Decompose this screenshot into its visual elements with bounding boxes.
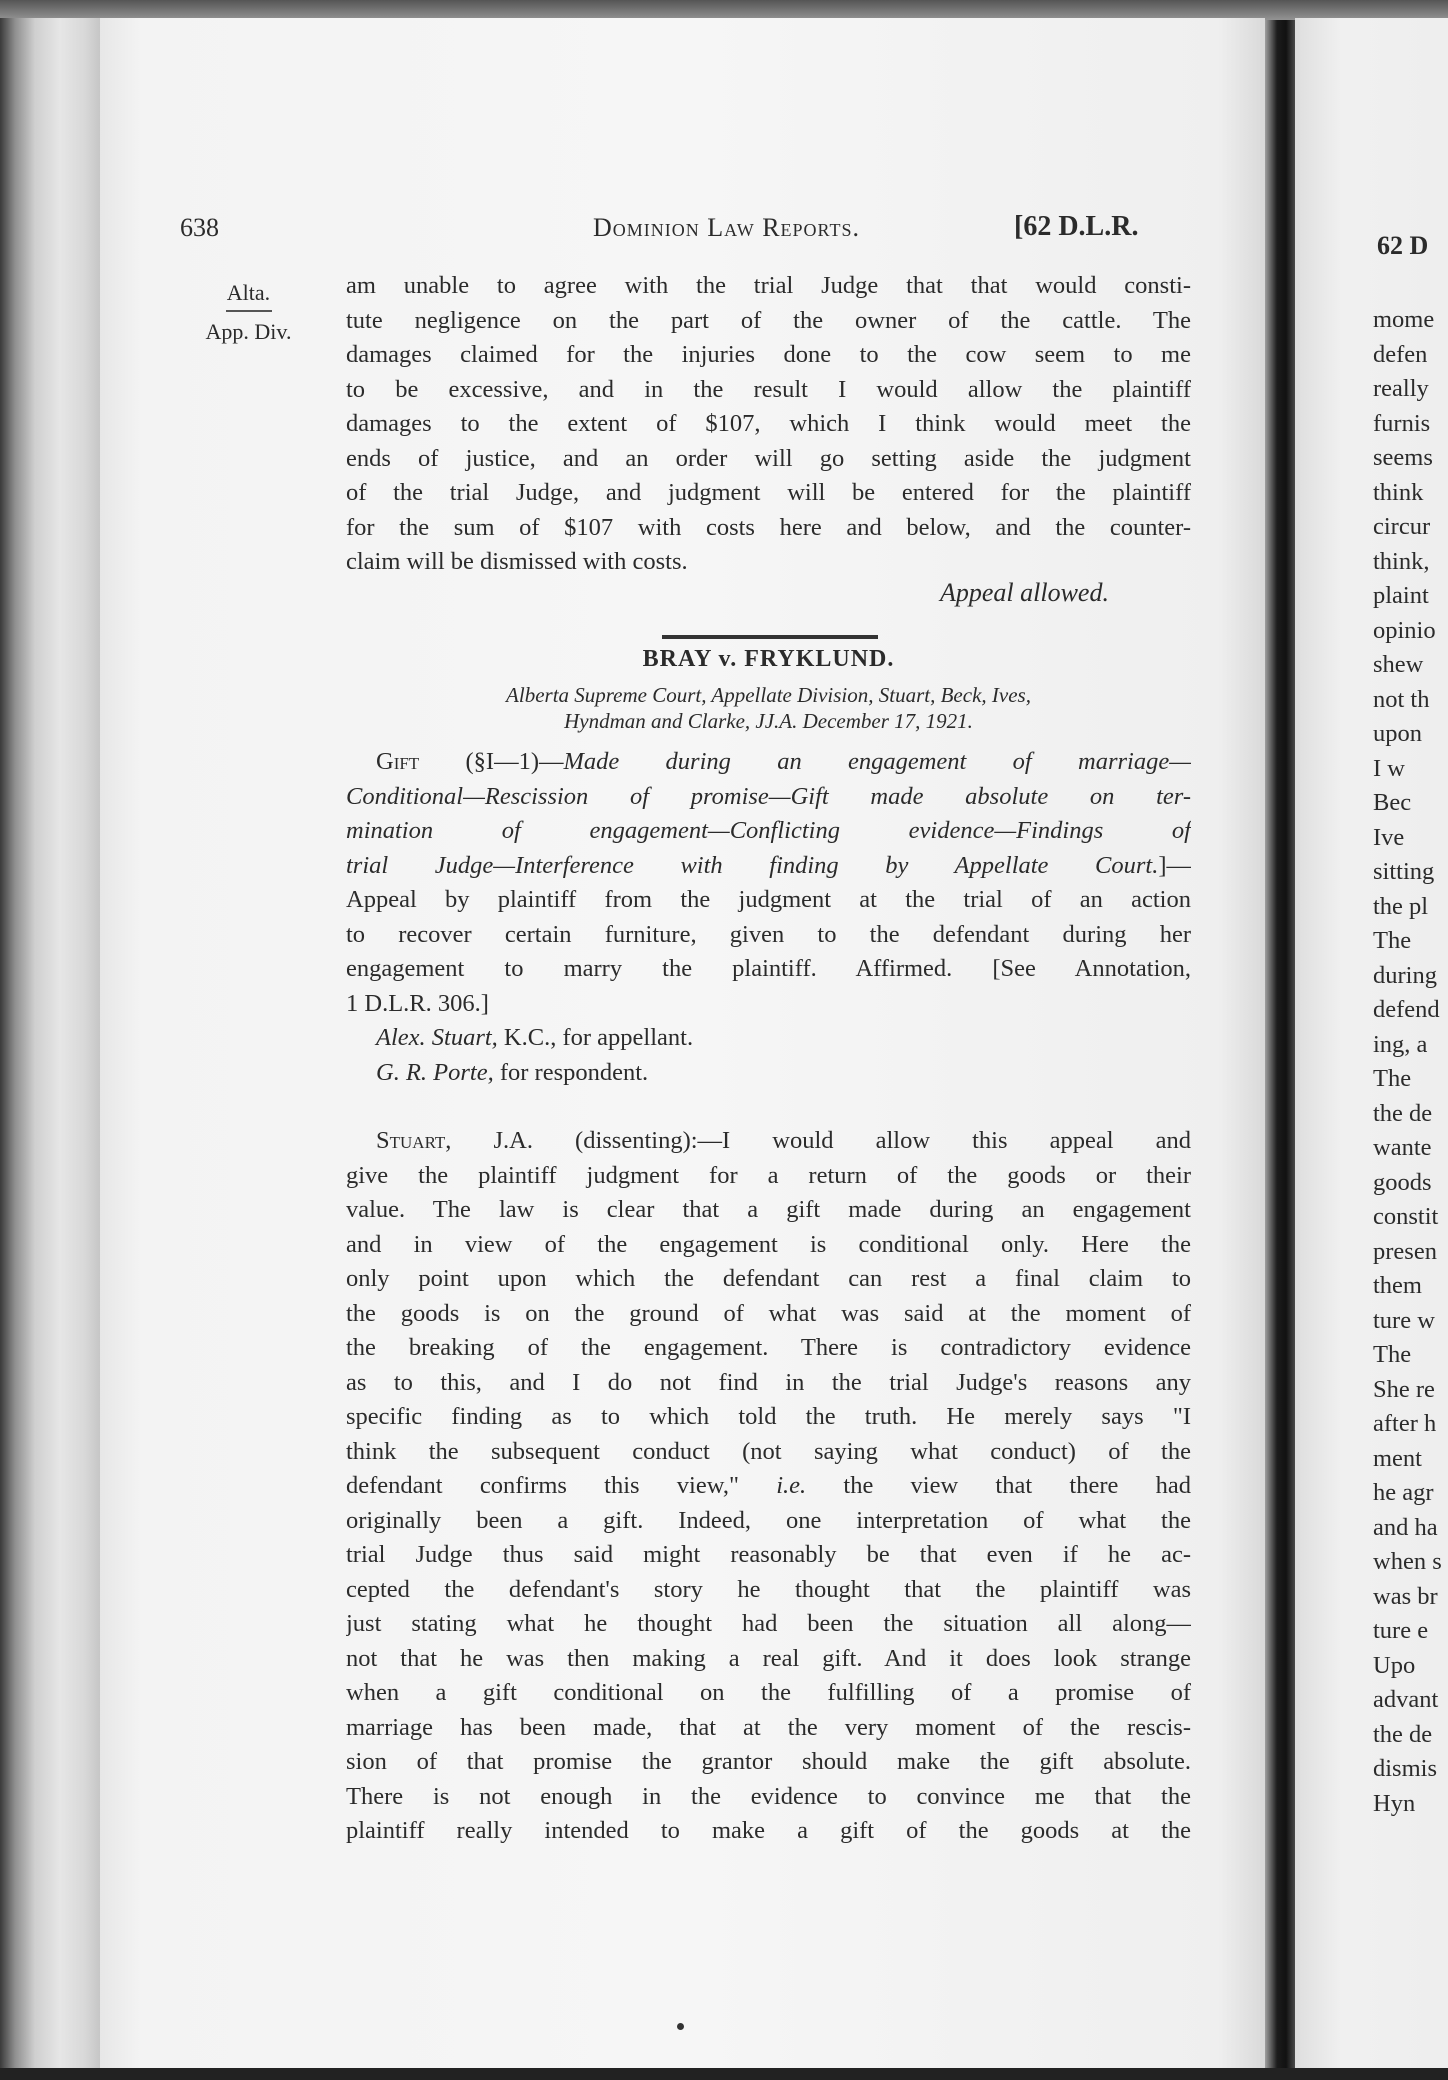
text-line: of the trial Judge, and judgment will be entered for the plaintiff [346, 479, 1191, 506]
facing-page-line: dismis [1373, 1755, 1437, 1782]
ie-abbreviation: i.e. [776, 1472, 807, 1499]
facing-page-line: shew [1373, 651, 1424, 678]
text-line: mination of engagement—Conflicting evidence—Findings of [346, 817, 1191, 844]
counsel-role: K.C., for appellant. [497, 1024, 694, 1051]
facing-page-line: upon [1373, 720, 1422, 747]
facing-page-line: furnis [1373, 409, 1431, 437]
text-line: plaintiff really intended to make a gift of the goods at the [346, 1817, 1191, 1844]
facing-page-line: I w [1373, 754, 1405, 782]
text-span: the view that there had [806, 1472, 1191, 1499]
text-line: just stating what he thought had been the situation all along— [346, 1610, 1191, 1637]
text-line: and in view of the engagement is conditional only. Here the [346, 1230, 1191, 1258]
headnote-bracket: ]— [1158, 851, 1191, 879]
headnote [346, 745, 1191, 1090]
text-line: not that he was then making a real gift. And it does look strange [346, 1644, 1191, 1672]
text-line: originally been a gift. Indeed, one interpretation of what the [346, 1506, 1191, 1534]
facing-page-line: Bec [1373, 789, 1412, 816]
judgment-text [346, 1124, 1191, 1849]
text-line: marriage has been made, that at the very moment of the rescis- [346, 1713, 1191, 1741]
text-line: the breaking of the engagement. There is contradictory evidence [346, 1334, 1191, 1361]
text-line: am unable to agree with the trial Judge that that would consti- [346, 272, 1191, 299]
counsel-name: G. R. Porte, [376, 1058, 494, 1086]
facing-page-line: The [1373, 1065, 1412, 1092]
headnote-italic: Made during an engagement of marriage— [563, 748, 1191, 775]
text-line: to recover certain furniture, given to the defendant during her [346, 920, 1191, 948]
facing-page-line: Upo [1373, 1651, 1416, 1679]
book-binding-edge [0, 18, 100, 2080]
text-line: ends of justice, and an order will go setting aside the judgment [346, 444, 1191, 472]
facing-page-line: She re [1373, 1375, 1435, 1403]
running-title: Dominion Law Reports. [593, 213, 860, 242]
margin-rule [226, 310, 272, 312]
headnote-section: (§I—1)— [419, 748, 564, 775]
facing-page-line: after h [1373, 1410, 1437, 1437]
facing-page-line: not th [1373, 685, 1430, 713]
facing-page-line: ment [1373, 1444, 1422, 1472]
text-line: for the sum of $107 with costs here and below, and the counter- [346, 513, 1191, 541]
text-line: specific finding as to which told the truth. He merely says "I [346, 1403, 1191, 1430]
facing-page-line: plaint [1373, 582, 1429, 609]
facing-page-line: mome [1373, 306, 1435, 333]
text-line: 1 D.L.R. 306.] [346, 989, 489, 1017]
facing-page-line: advant [1373, 1686, 1439, 1713]
text-line: tute negligence on the part of the owner of the cattle. The [346, 306, 1191, 334]
judge-name: Stuart, [376, 1127, 452, 1154]
volume-reference: [62 D.L.R. [1014, 211, 1139, 242]
counsel-name: Alex. Stuart, [376, 1024, 498, 1051]
facing-page-line: the pl [1373, 892, 1429, 920]
page-number: 638 [180, 213, 219, 242]
facing-page-line: them [1373, 1272, 1422, 1299]
previous-case-text [346, 269, 1191, 580]
facing-page-line: he agr [1373, 1479, 1434, 1506]
facing-page-line: The [1373, 1341, 1412, 1368]
court-and-date [346, 682, 1191, 734]
facing-page-line: the de [1373, 1099, 1433, 1127]
facing-page-line: presen [1373, 1237, 1437, 1265]
facing-page-line: when s [1373, 1548, 1442, 1575]
facing-page-line: goods [1373, 1168, 1432, 1196]
text-line [346, 745, 1191, 780]
case-title: BRAY v. FRYKLUND. [642, 646, 895, 672]
text-line: value. The law is clear that a gift made during an engagement [346, 1196, 1191, 1223]
facing-page-line: constit [1373, 1203, 1439, 1230]
facing-page-line: defend [1373, 996, 1440, 1023]
counsel-role: for respondent. [493, 1058, 649, 1086]
text-line [346, 849, 1191, 884]
facing-page-line: wante [1373, 1134, 1432, 1161]
appeal-result: Appeal allowed. [940, 578, 1109, 607]
text-line [346, 1124, 1191, 1159]
text-line: claim will be dismissed with costs. [346, 548, 688, 575]
margin-note [186, 275, 311, 349]
facing-page-line: ture w [1373, 1306, 1435, 1334]
text-line: only point upon which the defendant can rest a final claim to [346, 1265, 1191, 1292]
court-line: Hyndman and Clarke, JJ.A. December 17, 1921. [564, 709, 973, 733]
scan-speck [677, 2023, 684, 2030]
facing-page-line: and ha [1373, 1513, 1438, 1541]
text-line: trial Judge thus said might reasonably be that even if he ac- [346, 1541, 1191, 1568]
court-line: Alberta Supreme Court, Appellate Division, Stuart, Beck, Ives, [506, 683, 1031, 707]
text-line: when a gift conditional on the fulfilling of a promise of [346, 1679, 1191, 1706]
text-span: defendant confirms this view," [346, 1472, 777, 1499]
text-line: cepted the defendant's story he thought that the plaintiff was [346, 1575, 1191, 1603]
scan-bottom-edge [0, 2068, 1448, 2080]
facing-page-line: The [1373, 927, 1412, 954]
counsel-line [346, 1021, 1191, 1056]
facing-page-line: circur [1373, 513, 1431, 540]
headnote-topic: Gift [376, 748, 420, 775]
text-line: engagement to marry the plaintiff. Affirmed. [See Annotation, [346, 955, 1191, 982]
text-line: as to this, and I do not find in the trial Judge's reasons any [346, 1368, 1191, 1396]
headnote-italic: trial Judge—Interference with finding by Appellate Court. [346, 851, 1159, 879]
text-line: to be excessive, and in the result I would allow the plaintiff [346, 375, 1191, 403]
facing-page-line: Ive [1373, 823, 1405, 851]
facing-page-line: ing, a [1373, 1030, 1428, 1058]
text-line: damages claimed for the injuries done to the cow seem to me [346, 341, 1191, 368]
facing-page-line: think, [1373, 547, 1430, 575]
facing-page-line: really [1373, 375, 1429, 402]
facing-page-line: think [1373, 478, 1424, 506]
facing-page-line: was br [1373, 1582, 1438, 1610]
facing-page-line: the de [1373, 1720, 1433, 1748]
text-line: think the subsequent conduct (not saying what conduct) of the [346, 1437, 1191, 1465]
margin-court-division: App. Div. [205, 319, 292, 344]
text-line: damages to the extent of $107, which I think would meet the [346, 410, 1191, 437]
facing-page [1295, 18, 1448, 2068]
judgment-opening: J.A. (dissenting):—I would allow this appeal and [451, 1127, 1191, 1154]
facing-page-head: 62 D [1377, 231, 1429, 260]
book-gutter [1265, 20, 1295, 2080]
facing-page-lines [1373, 303, 1442, 1821]
text-line: give the plaintiff judgment for a return of the goods or their [346, 1161, 1191, 1189]
text-line: There is not enough in the evidence to convince me that the [346, 1782, 1191, 1810]
text-line: sion of that promise the grantor should make the gift absolute. [346, 1748, 1191, 1775]
facing-page-line: during [1373, 961, 1437, 989]
facing-page-line: opinio [1373, 616, 1436, 644]
margin-jurisdiction: Alta. [226, 280, 271, 305]
facing-page-line: sitting [1373, 858, 1435, 885]
text-line: the goods is on the ground of what was said at the moment of [346, 1299, 1191, 1327]
counsel-line [346, 1056, 1191, 1091]
facing-page-line: seems [1373, 444, 1433, 471]
facing-page-line: defen [1373, 340, 1428, 368]
text-line: Conditional—Rescission of promise—Gift made absolute on ter- [346, 782, 1191, 810]
facing-page-line: Hyn [1373, 1789, 1416, 1817]
text-line: Appeal by plaintiff from the judgment at the trial of an action [346, 886, 1191, 913]
case-separator-rule [662, 635, 878, 639]
facing-page-line: ture e [1373, 1617, 1429, 1644]
text-line [346, 1469, 1191, 1504]
